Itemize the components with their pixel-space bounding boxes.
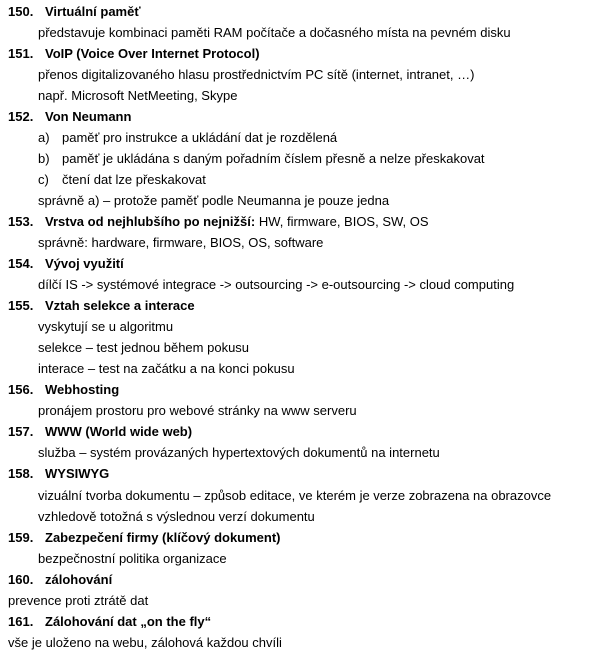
list-item: c) čtení dat lze přeskakovat [38,172,206,187]
entry-line: služba – systém provázaných hypertextových dokumentů na internetu [38,445,440,460]
entry-line: představuje kombinaci paměti RAM počítače a dočasného místa na pevném disku [38,25,511,40]
entry-line: bezpečnostní politika organizace [38,551,227,566]
entry-line: přenos digitalizovaného hlasu prostřednictvím PC sítě (internet, intranet, …) [38,67,475,82]
list-item: a) paměť pro instrukce a ukládání dat je rozdělená [38,130,338,145]
entry-line: prevence proti ztrátě dat [8,593,149,608]
entry-heading: 155. Vztah selekce a interace [8,298,195,313]
entry-line: např. Microsoft NetMeeting, Skype [38,88,238,103]
entry-heading: 161. Zálohování dat „on the fly“ [8,614,212,629]
entry-line: vzhledově totožná s výslednou verzí dokumentu [38,509,315,524]
entry-heading: 151. VoIP (Voice Over Internet Protocol) [8,46,260,61]
entry-line: selekce – test jednou během pokusu [38,340,250,355]
entry-heading: 153. Vrstva od nejhlubšího po nejnižší: HW, firmware, BIOS, SW, OS [8,214,429,229]
entry-heading: 154. Vývoj využití [8,256,124,271]
entry-line: vše je uloženo na webu, zálohová každou chvíli [8,635,282,650]
entry-heading: 152. Von Neumann [8,109,132,124]
entry-heading: 156. Webhosting [8,382,120,397]
entry-heading: 159. Zabezpečení firmy (klíčový dokument) [8,530,281,545]
entry-line: interace – test na začátku a na konci pokusu [38,361,295,376]
entry-heading: 160. zálohování [8,572,113,587]
entry-line: vizuální tvorba dokumentu – způsob editace, ve kterém je verze zobrazena na obrazovce [38,488,552,503]
entry-line: vyskytují se u algoritmu [38,319,174,334]
entry-line: pronájem prostoru pro webové stránky na www serveru [38,403,357,418]
entry-line: správně: hardware, firmware, BIOS, OS, software [38,235,324,250]
entry-line: správně a) – protože paměť podle Neumanna je pouze jedna [38,193,390,208]
entry-line: dílčí IS -> systémové integrace -> outsourcing -> e-outsourcing -> cloud computing [38,277,515,292]
list-item: b) paměť je ukládána s daným pořadním číslem přesně a nelze přeskakovat [38,151,485,166]
entry-heading: 157. WWW (World wide web) [8,424,193,439]
entry-heading: 158. WYSIWYG [8,466,110,481]
entry-heading: 150. Virtuální paměť [8,4,141,19]
